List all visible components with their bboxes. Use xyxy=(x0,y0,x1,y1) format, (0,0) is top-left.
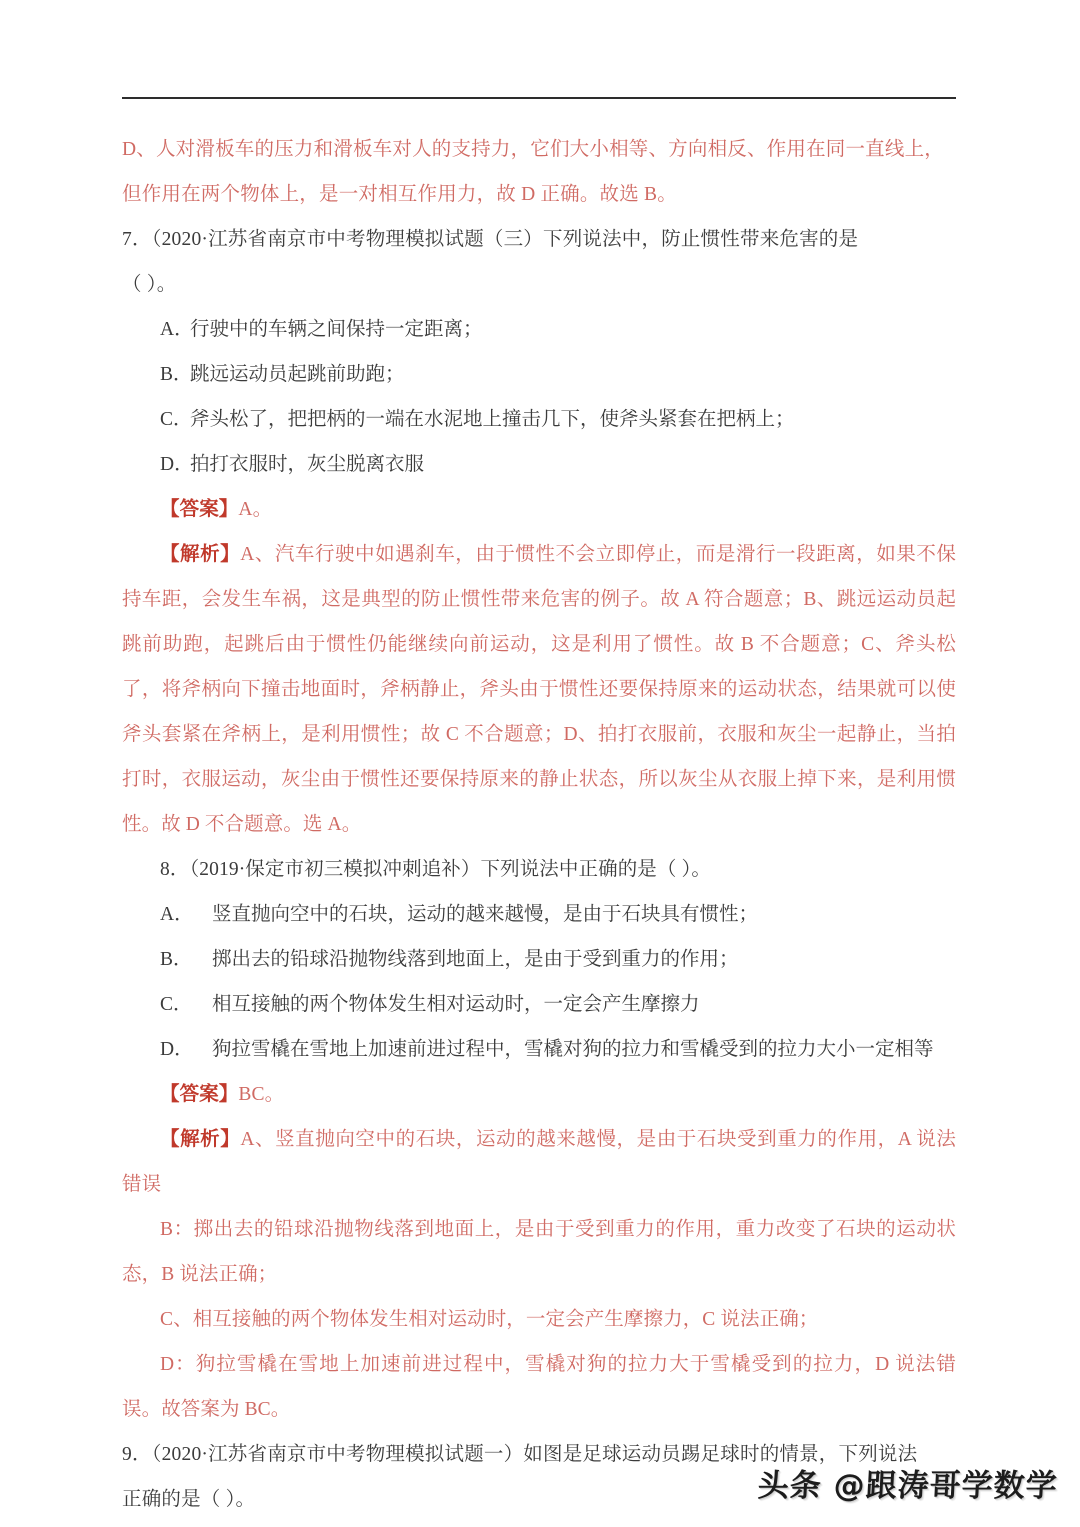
q8-analysis-paragraph-b: B：掷出去的铅球沿抛物线落到地面上，是由于受到重力的作用，重力改变了石块的运动状态，B 说法正确； xyxy=(122,1219,956,1285)
header-divider-rule xyxy=(122,97,956,99)
q7-option-a[interactable] xyxy=(122,307,956,352)
q7-option-d[interactable] xyxy=(122,442,956,487)
q8-analysis-paragraph-d: D：狗拉雪橇在雪地上加速前进过程中，雪橇对狗的拉力大于雪橇受到的拉力，D 说法错误。故答案为 BC。 xyxy=(122,1354,956,1420)
q7-stem-line-2: （ ）。 xyxy=(122,274,177,295)
q8-analysis-tag: 【解析】 xyxy=(160,1129,241,1150)
q7-answer-paragraph xyxy=(122,487,956,532)
q9-stem-line-1: 9．（2020·江苏省南京市中考物理模拟试题一）如图是足球运动员踢足球时的情景，下列说法 xyxy=(122,1444,918,1465)
q7-option-d-marker: D． xyxy=(160,454,194,475)
q8-option-c[interactable] xyxy=(122,982,956,1027)
q8-answer-text: BC。 xyxy=(238,1084,285,1105)
q8-option-c-text: 相互接触的两个物体发生相对运动时，一定会产生摩擦力 xyxy=(212,994,700,1015)
q7-answer-tag: 【答案】 xyxy=(160,499,239,520)
q8-analysis-paragraph-c: C、相互接触的两个物体发生相对运动时，一定会产生摩擦力，C 说法正确； xyxy=(160,1309,819,1330)
q8-option-d[interactable] xyxy=(122,1027,956,1072)
q7-option-b-marker: B． xyxy=(160,364,193,385)
q7-option-b-text: 跳远运动员起跳前助跑； xyxy=(190,364,405,385)
q8-option-a[interactable] xyxy=(122,892,956,937)
q8-option-c-marker: C． xyxy=(160,994,193,1015)
q8-option-b[interactable] xyxy=(122,937,956,982)
q7-option-a-text: 行驶中的车辆之间保持一定距离； xyxy=(190,319,483,340)
q8-option-a-marker: A． xyxy=(160,904,194,925)
q8-option-a-text: 竖直抛向空中的石块，运动的越来越慢，是由于石块具有惯性； xyxy=(212,904,759,925)
q7-option-b[interactable] xyxy=(122,352,956,397)
q8-answer-tag: 【答案】 xyxy=(160,1084,239,1105)
q8-stem: 8．（2019·保定市初三模拟冲刺追补）下列说法中正确的是（ ）。 xyxy=(160,859,711,880)
q7-analysis-text: A、汽车行驶中如遇刹车，由于惯性不会立即停止，而是滑行一段距离，如果不保持车距，会发生车祸，这是典型的防止惯性带来危害的例子。故 A 符合题意；B、跳远运动员起跳前助跑，起跳后由于惯性仍能继续向前运动，这是利用了惯性。故 B 不合题意；C、斧头松了，将斧柄向下撞击地面时，斧柄静止，斧头由于惯性还要保持原来的运动状态，结果就可以使斧头套紧在斧柄上，是利用惯性；故 C 不合题意；D、拍打衣服前，衣服和灰尘一起静止，当拍打时，衣服运动，灰尘由于惯性还要保持原来的静止状态，所以灰尘从衣服上掉下来，是利用惯性。故 D 不合题意。选 A。 xyxy=(122,544,956,835)
q8-analysis-text-a: A、竖直抛向空中的石块，运动的越来越慢，是由于石块受到重力的作用，A 说法错误 xyxy=(122,1129,956,1195)
q8-analysis-paragraph-a xyxy=(122,1117,956,1207)
q7-analysis-tag: 【解析】 xyxy=(160,544,241,565)
q9-stem-line-2: 正确的是（ ）。 xyxy=(122,1489,256,1510)
q6-explanation-line-2: 但作用在两个物体上，是一对相互作用力，故 D 正确。故选 B。 xyxy=(122,184,677,205)
q7-answer-text: A。 xyxy=(238,499,273,520)
q7-option-a-marker: A． xyxy=(160,319,194,340)
q7-option-c-marker: C． xyxy=(160,409,193,430)
q7-option-d-text: 拍打衣服时，灰尘脱离衣服 xyxy=(190,454,425,475)
q7-analysis-paragraph xyxy=(122,532,956,847)
document-content xyxy=(122,127,956,1522)
q8-option-b-text: 掷出去的铅球沿抛物线落到地面上，是由于受到重力的作用； xyxy=(212,949,739,970)
q7-option-c-text: 斧头松了，把把柄的一端在水泥地上撞击几下，使斧头紧套在把柄上； xyxy=(190,409,795,430)
q8-option-d-marker: D． xyxy=(160,1039,194,1060)
q7-stem-line-1: 7．（2020·江苏省南京市中考物理模拟试题（三）下列说法中，防止惯性带来危害的是 xyxy=(122,229,859,250)
q8-option-d-text: 狗拉雪橇在雪地上加速前进过程中，雪橇对狗的拉力和雪橇受到的拉力大小一定相等 xyxy=(212,1039,934,1060)
q8-option-b-marker: B． xyxy=(160,949,193,970)
q8-answer-paragraph xyxy=(122,1072,956,1117)
q7-option-c[interactable] xyxy=(122,397,956,442)
watermark-toutiao: 头条 @跟涛哥学数学 xyxy=(757,1468,1059,1504)
q6-explanation-line-1: D、人对滑板车的压力和滑板车对人的支持力，它们大小相等、方向相反、作用在同一直线上， xyxy=(122,139,944,160)
